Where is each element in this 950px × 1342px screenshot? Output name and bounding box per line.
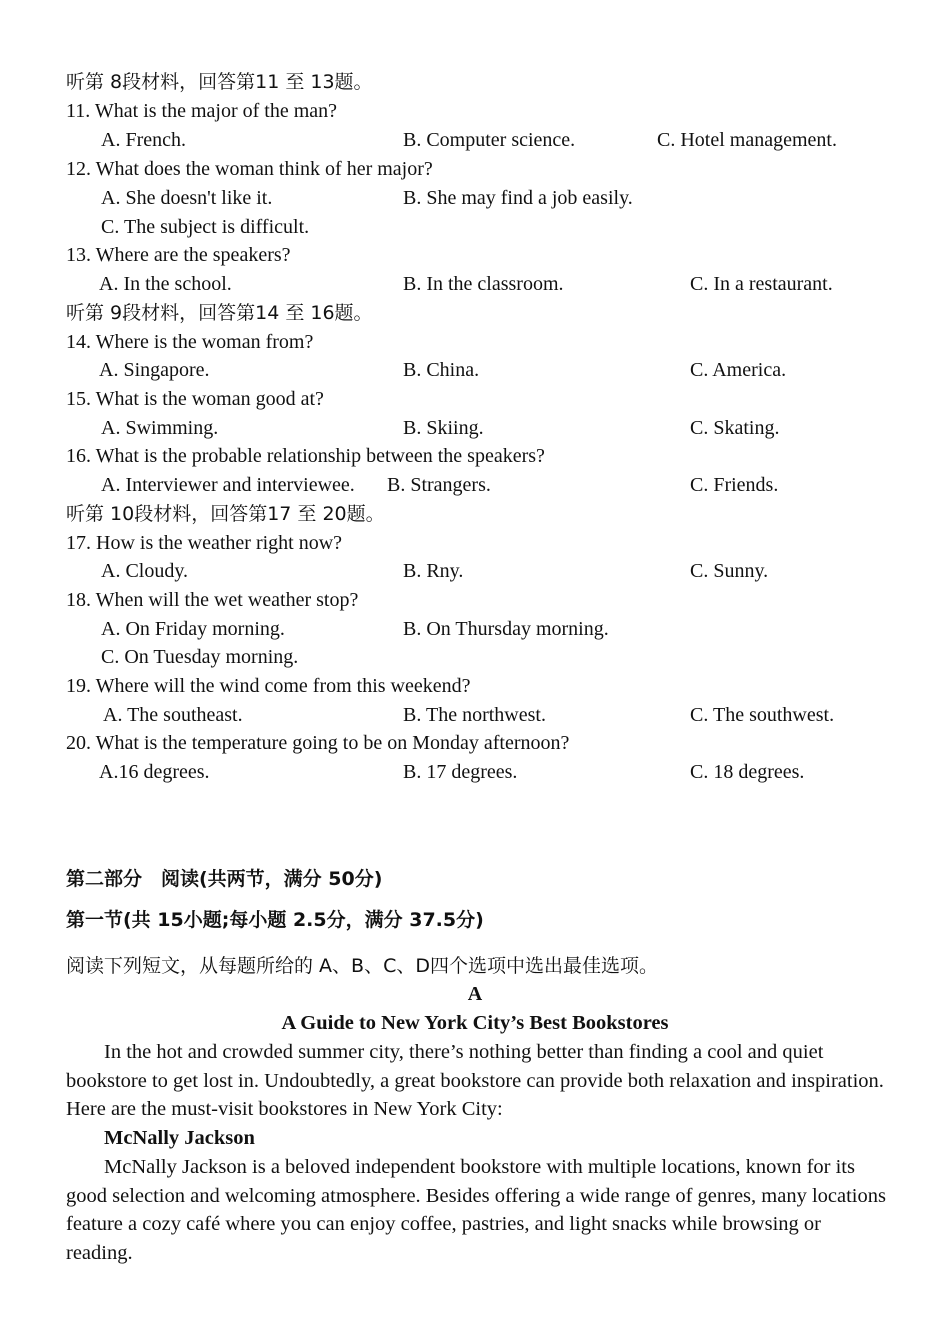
q14-option-b[interactable]: B. China. xyxy=(403,359,480,381)
reading-instruction: 阅读下列短文，从每题所给的 A、B、C、D四个选项中选出最佳选项。 xyxy=(66,955,658,977)
q20-option-b[interactable]: B. 17 degrees. xyxy=(403,761,518,783)
q13-option-b[interactable]: B. In the classroom. xyxy=(403,273,564,295)
question-17: 17. How is the weather right now? xyxy=(66,532,343,554)
question-12: 12. What does the woman think of her major? xyxy=(66,158,433,180)
q14-option-c[interactable]: C. America. xyxy=(690,359,787,381)
q12-option-c[interactable]: C. The subject is difficult. xyxy=(101,216,310,238)
passage-intro-paragraph xyxy=(66,1038,890,1124)
q19-option-a[interactable]: A. The southeast. xyxy=(103,704,243,726)
store-name-heading: McNally Jackson xyxy=(104,1127,255,1149)
q15-option-a[interactable]: A. Swimming. xyxy=(101,417,219,439)
q17-option-b[interactable]: B. Rny. xyxy=(403,560,464,582)
q16-option-c[interactable]: C. Friends. xyxy=(690,474,779,496)
question-11: 11. What is the major of the man? xyxy=(66,100,338,122)
passage-intro-text: In the hot and crowded summer city, there’s nothing better than finding a cool and quiet bookstore to get lost in. Undoubtedly, a great bookstore can provide both relaxation and inspiration. Here are the must-visit bookstores in New York City: xyxy=(66,1041,884,1121)
question-20: 20. What is the temperature going to be on Monday afternoon? xyxy=(66,732,570,754)
q18-option-a[interactable]: A. On Friday morning. xyxy=(101,618,285,640)
q14-option-a[interactable]: A. Singapore. xyxy=(99,359,210,381)
q13-option-c[interactable]: C. In a restaurant. xyxy=(690,273,833,295)
passage-title: A Guide to New York City’s Best Bookstores xyxy=(281,1012,669,1034)
q18-option-c[interactable]: C. On Tuesday morning. xyxy=(101,646,299,668)
q11-option-a[interactable]: A. French. xyxy=(101,129,186,151)
section-heading-10: 听第 10段材料，回答第17 至 20题。 xyxy=(66,503,385,525)
q12-option-a[interactable]: A. She doesn't like it. xyxy=(101,187,273,209)
q11-option-c[interactable]: C. Hotel management. xyxy=(657,129,837,151)
store-description-paragraph xyxy=(66,1153,890,1268)
q11-option-b[interactable]: B. Computer science. xyxy=(403,129,576,151)
q17-option-a[interactable]: A. Cloudy. xyxy=(101,560,189,582)
q13-option-a[interactable]: A. In the school. xyxy=(99,273,232,295)
section-heading-8: 听第 8段材料，回答第11 至 13题。 xyxy=(66,71,373,93)
section-heading-9: 听第 9段材料，回答第14 至 16题。 xyxy=(66,302,373,324)
passage-letter: A xyxy=(467,983,483,1005)
question-16: 16. What is the probable relationship between the speakers? xyxy=(66,445,545,467)
store-description-text: McNally Jackson is a beloved independent bookstore with multiple locations, known for its good selection and welcoming atmosphere. Besides offering a wide range of genres, many locations feature a cozy café where you can enjoy coffee, pastries, and light snacks while browsing or reading. xyxy=(66,1156,886,1265)
q12-option-b[interactable]: B. She may find a job easily. xyxy=(403,187,633,209)
section-one-title: 第一节(共 15小题;每小题 2.5分，满分 37.5分) xyxy=(66,909,484,931)
q20-option-c[interactable]: C. 18 degrees. xyxy=(690,761,805,783)
q17-option-c[interactable]: C. Sunny. xyxy=(690,560,769,582)
part-two-title: 第二部分 阅读(共两节，满分 50分) xyxy=(66,868,383,890)
question-15: 15. What is the woman good at? xyxy=(66,388,324,410)
question-19: 19. Where will the wind come from this weekend? xyxy=(66,675,471,697)
q16-option-a[interactable]: A. Interviewer and interviewee. xyxy=(101,474,355,496)
q20-option-a[interactable]: A.16 degrees. xyxy=(99,761,210,783)
question-13: 13. Where are the speakers? xyxy=(66,244,291,266)
q18-option-b[interactable]: B. On Thursday morning. xyxy=(403,618,609,640)
q19-option-c[interactable]: C. The southwest. xyxy=(690,704,835,726)
question-14: 14. Where is the woman from? xyxy=(66,331,314,353)
question-18: 18. When will the wet weather stop? xyxy=(66,589,359,611)
q19-option-b[interactable]: B. The northwest. xyxy=(403,704,546,726)
q16-option-b[interactable]: B. Strangers. xyxy=(387,474,491,496)
q15-option-c[interactable]: C. Skating. xyxy=(690,417,780,439)
q15-option-b[interactable]: B. Skiing. xyxy=(403,417,484,439)
